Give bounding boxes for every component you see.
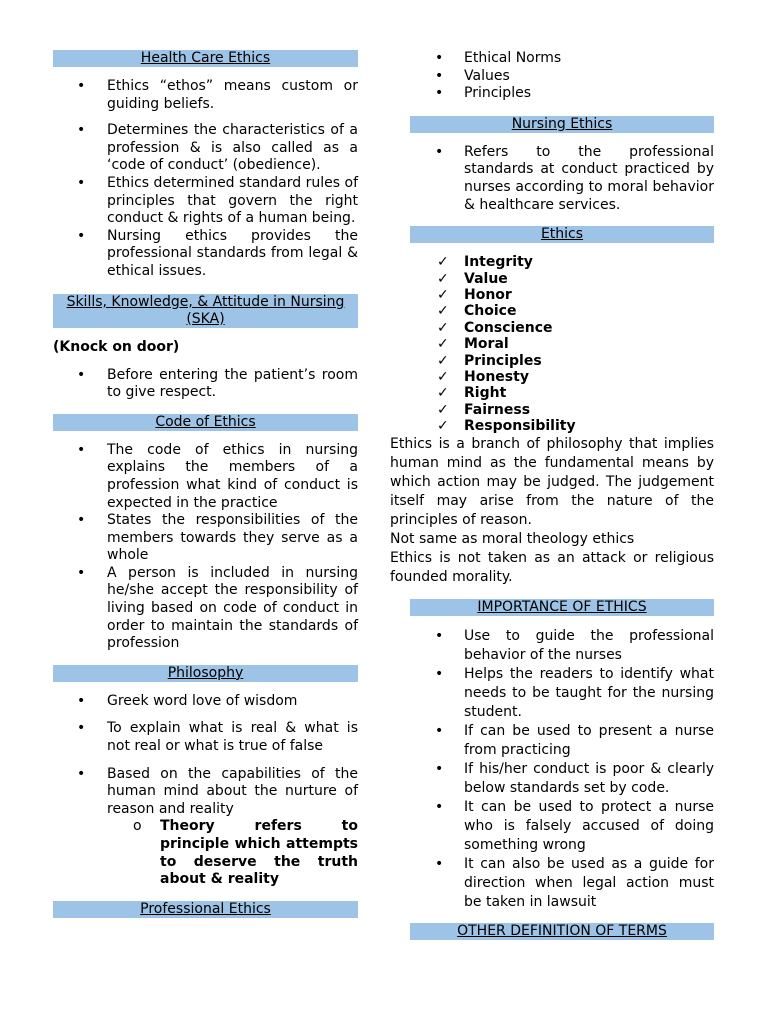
ska-subheading: (Knock on door) (53, 338, 180, 355)
check-item: ✓ Honor (390, 287, 714, 303)
top-list (390, 50, 714, 103)
check-item: ✓ Responsibility (390, 418, 714, 434)
check-item: ✓ Fairness (390, 402, 714, 418)
list-item: • It can be used to protect a nurse who is falsely accused of doing something wrong (390, 798, 714, 855)
list-item: • Refers to the professional standards at conduct practiced by nurses according to moral behavior & healthcare services. (390, 144, 714, 214)
nursing-ethics-list (390, 144, 714, 214)
sub-list-item: o Theory refers to principle which attempts to deserve the truth about & reality (53, 818, 358, 888)
check-item: ✓ Choice (390, 303, 714, 319)
health-care-ethics-heading: Health Care Ethics (53, 50, 358, 67)
list-item: • Principles (390, 85, 714, 103)
ethics-line-3: Ethics is not taken as an attack or religious founded morality. (390, 549, 714, 585)
list-item: • Helps the readers to identify what needs to be taught for the nursing student. (390, 665, 714, 722)
list-item: • Ethical Norms (390, 50, 714, 68)
check-item: ✓ Honesty (390, 369, 714, 385)
list-item: • Nursing ethics provides the professional standards from legal & ethical issues. (53, 228, 358, 281)
importance-heading: IMPORTANCE OF ETHICS (410, 599, 714, 616)
list-item: • Before entering the patient’s room to give respect. (53, 367, 358, 402)
check-item: ✓ Principles (390, 353, 714, 369)
list-item: • Based on the capabilities of the human mind about the nurture of reason and reality (53, 766, 358, 819)
ethics-checklist (390, 254, 714, 434)
list-item: • Values (390, 68, 714, 86)
list-item: • Ethics “ethos” means custom or guiding beliefs. (53, 78, 358, 113)
right-column (390, 48, 714, 940)
list-item: • States the responsibilities of the members towards they serve as a whole (53, 512, 358, 565)
list-item: • Ethics determined standard rules of principles that govern the right conduct & rights of a human being. (53, 175, 358, 228)
list-item: • The code of ethics in nursing explains the members of a profession what kind of conduct is expected in the practice (53, 442, 358, 512)
list-item: • If can be used to present a nurse from practicing (390, 722, 714, 760)
ska-list (53, 367, 358, 402)
list-item: • Determines the characteristics of a profession & is also called as a ‘code of conduct’ (obedience). (53, 122, 358, 175)
professional-ethics-heading: Professional Ethics (53, 901, 358, 918)
check-item: ✓ Value (390, 271, 714, 287)
code-of-ethics-list (53, 442, 358, 653)
health-care-ethics-list (53, 78, 358, 281)
check-item: ✓ Conscience (390, 320, 714, 336)
check-item: ✓ Integrity (390, 254, 714, 270)
list-item: • Use to guide the professional behavior of the nurses (390, 627, 714, 665)
nursing-ethics-heading: Nursing Ethics (410, 116, 714, 133)
check-item: ✓ Right (390, 385, 714, 401)
code-of-ethics-heading: Code of Ethics (53, 414, 358, 431)
philosophy-list (53, 693, 358, 819)
list-item: • To explain what is real & what is not real or what is true of false (53, 720, 358, 755)
philosophy-sublist (53, 818, 358, 888)
list-item: • It can also be used as a guide for direction when legal action must be taken in lawsuit (390, 855, 714, 912)
philosophy-heading: Philosophy (53, 665, 358, 682)
ethics-heading: Ethics (410, 226, 714, 243)
ethics-line-2: Not same as moral theology ethics (390, 530, 635, 547)
list-item: • Greek word love of wisdom (53, 693, 358, 711)
importance-list (390, 627, 714, 912)
list-item: • A person is included in nursing he/she accept the responsibility of living based on code of conduct in order to maintain the standards of profession (53, 565, 358, 653)
other-terms-heading: OTHER DEFINITION OF TERMS (410, 923, 714, 940)
check-item: ✓ Moral (390, 336, 714, 352)
list-item: • If his/her conduct is poor & clearly below standards set by code. (390, 760, 714, 798)
ethics-paragraph: Ethics is a branch of philosophy that implies human mind as the fundamental means by which action may be judged. The judgement itself may arise from the nature of the principles of reason. (390, 435, 714, 528)
ska-heading: Skills, Knowledge, & Attitude in Nursing (SKA) (53, 294, 358, 328)
left-column (53, 48, 358, 918)
